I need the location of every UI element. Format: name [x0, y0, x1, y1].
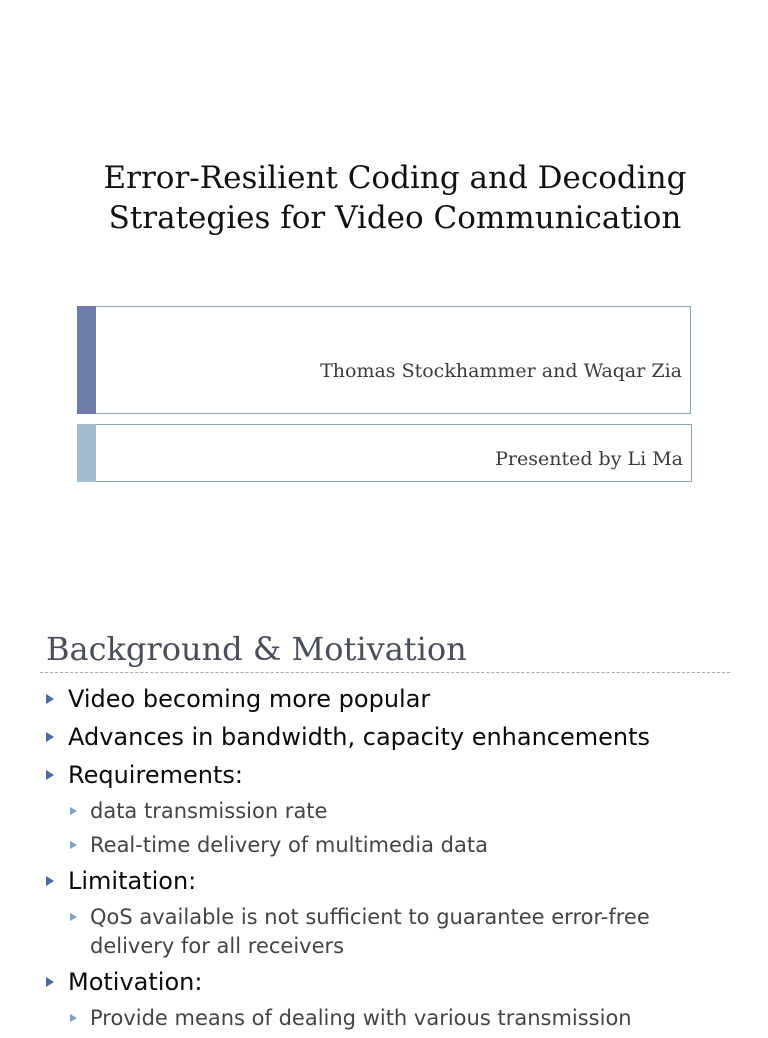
- title-line-2: Strategies for Video Communication: [108, 200, 682, 236]
- bullet-list: [0, 683, 768, 1038]
- sub-bullet-text: data transmission rate: [90, 799, 328, 823]
- bullet-text: Advances in bandwidth, capacity enhancements: [68, 723, 651, 751]
- sub-bullet-item: [0, 903, 768, 961]
- authors-text: Thomas Stockhammer and Waqar Zia: [320, 360, 682, 382]
- sub-bullet-item: [0, 797, 768, 826]
- presenter-accent-bar: [77, 424, 96, 482]
- bullet-item: [0, 966, 768, 998]
- bullet-text: Video becoming more popular: [68, 685, 431, 713]
- sub-bullet-text: Real-time delivery of multimedia data: [90, 833, 488, 857]
- sub-bullet-item: [0, 1004, 768, 1033]
- bullet-item: [0, 759, 768, 791]
- authors-accent-bar: [77, 306, 96, 414]
- sub-bullet-text: QoS available is not sufficient to guarantee error-free delivery for all receivers: [90, 905, 650, 958]
- sub-bullet-arrow-icon: [70, 913, 77, 921]
- bullet-text: Limitation:: [68, 867, 197, 895]
- sub-bullet-arrow-icon: [70, 841, 77, 849]
- sub-bullet-text: Provide means of dealing with various transmission: [90, 1006, 632, 1030]
- presenter-box: [77, 424, 692, 482]
- bullet-item: [0, 683, 768, 715]
- sub-bullet-arrow-icon: [70, 1014, 77, 1022]
- slide-heading: Background & Motivation: [46, 630, 467, 668]
- authors-box: [77, 306, 691, 414]
- bullet-arrow-icon: [46, 694, 54, 704]
- presenter-text: Presented by Li Ma: [495, 448, 683, 470]
- sub-bullet-item: [0, 831, 768, 860]
- bullet-item: [0, 721, 768, 753]
- bullet-arrow-icon: [46, 876, 54, 886]
- bullet-arrow-icon: [46, 732, 54, 742]
- presentation-title: [40, 158, 750, 238]
- bullet-item: [0, 865, 768, 897]
- bullet-arrow-icon: [46, 977, 54, 987]
- title-line-1: Error-Resilient Coding and Decoding: [103, 160, 687, 196]
- bullet-text: Motivation:: [68, 968, 203, 996]
- sub-bullet-arrow-icon: [70, 807, 77, 815]
- heading-divider: [40, 672, 730, 673]
- bullet-arrow-icon: [46, 770, 54, 780]
- bullet-text: Requirements:: [68, 761, 243, 789]
